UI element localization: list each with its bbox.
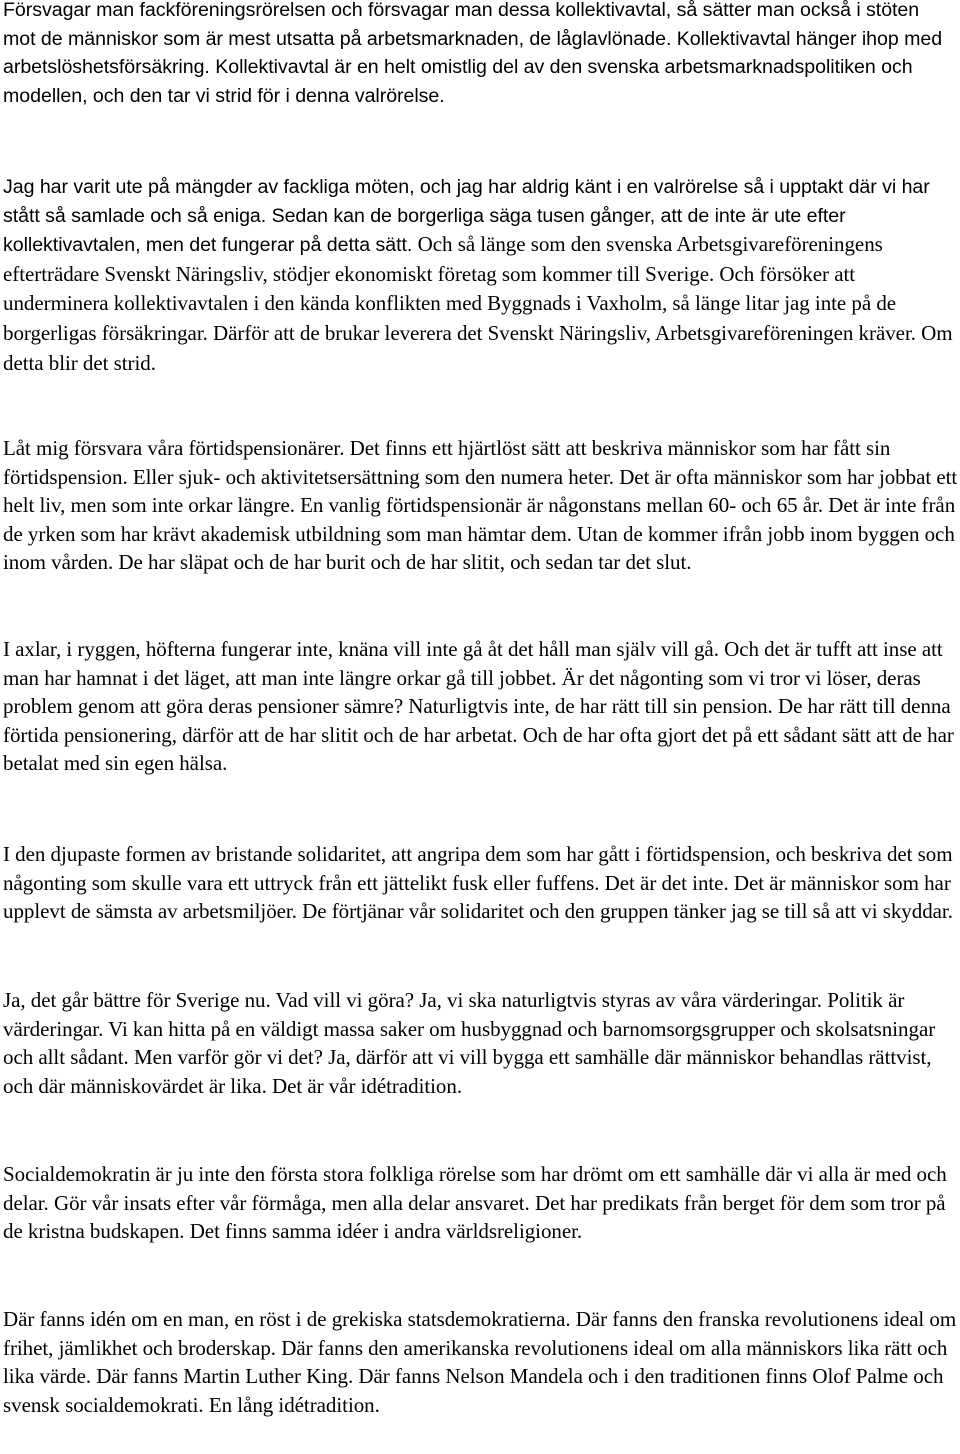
paragraph-2-sans-text: Jag har varit ute på mängder av fackliga möten, och jag har aldrig känt i en valrörelse så i upptakt där vi har stått så samlade och så eniga. Sedan kan de borgerliga säga tusen gånger, att de inte är ute efter kollektivavtalen, men det fungerar på detta sätt. xyxy=(3,176,930,257)
paragraph-4: I axlar, i ryggen, höfterna fungerar inte, knäna vill inte gå åt det håll man själv vill gå. Och det är tufft att inse att man har hamnat i det läget, att man inte längre orkar gå till jobbet. Är det någonting som vi tror vi löser, deras problem genom att göra deras pensioner sämre? Naturligtvis inte, de har rätt till sin pension. De har rätt till denna förtida pensionering, därför att de har slitit och de har arbetat. Och de har ofta gjort det på ett sådant sätt att de har betalat med sin egen hälsa. xyxy=(3,637,954,776)
paragraph-7: Socialdemokratin är ju inte den första stora folkliga rörelse som har drömt om ett samhälle där vi alla är med och delar. Gör vår insats efter vår förmåga, men alla delar ansvaret. Det har predikats från berget för dem som tror på de kristna budskapen. Det finns samma idéer i andra världsreligioner. xyxy=(3,1162,947,1244)
paragraph-2-serif-text: Och så länge som den svenska Arbetsgivareföreningens efterträdare Svenskt Näringsliv, stödjer ekonomiskt företag som kommer till Sverige. Och försöker att underminera kollektivavtalen i den kända konflikten med Byggnads i Vaxholm, så länge litar jag inte på de borgerligas försäkringar. Därför att de brukar leverera det Svenskt Näringsliv, Arbetsgivareföreningen kräver. Om detta blir det strid. xyxy=(3,232,953,375)
paragraph-5: I den djupaste formen av bristande solidaritet, att angripa dem som har gått i förtidspension, och beskriva det som någonting som skulle vara ett uttryck från ett jättelikt fusk eller fuffens. Det är det inte. Det är människor som har upplevt de sämsta av arbetsmiljöer. De förtjänar vår solidaritet och den gruppen tänker jag se till så att vi skyddar. xyxy=(3,842,953,924)
paragraph-2 xyxy=(3,173,959,378)
paragraph-6: Ja, det går bättre för Sverige nu. Vad vill vi göra? Ja, vi ska naturligtvis styras av våra värderingar. Politik är värderingar. Vi kan hitta på en väldigt massa saker om husbyggnad och barnomsorgsgrupper och skolsatsningar och allt sådant. Men varför gör vi det? Ja, därför att vi vill bygga ett samhälle där människor behandlas rättvist, och där människovärdet är lika. Det är vår idétradition. xyxy=(3,988,936,1098)
paragraph-1 xyxy=(3,0,953,110)
paragraph-1-text: Försvagar man fackföreningsrörelsen och försvagar man dessa kollektivavtal, så sätter man också i stöten mot de människor som är mest utsatta på arbetsmarknaden, de låglavlönade. Kollektivavtal hänger ihop med arbetslöshetsförsäkring. Kollektivavtal är en helt omistlig del av den svenska arbetsmarknadspolitiken och modellen, och den tar vi strid för i denna valrörelse. xyxy=(3,0,943,107)
paragraph-3: Låt mig försvara våra förtidspensionärer. Det finns ett hjärtlöst sätt att beskriva människor som har fått sin förtidspension. Eller sjuk- och aktivitetsersättning som den numera heter. Det är ofta människor som har jobbat ett helt liv, men som inte orkar längre. En vanlig förtidspensionär är någonstans mellan 60- och 65 år. Det är inte från de yrken som har krävt akademisk utbildning som man hämtar dem. Utan de kommer ifrån jobb inom byggen och inom vården. De har släpat och de har burit och de har slitit, och sedan tar det slut. xyxy=(3,436,958,575)
paragraph-8: Där fanns idén om en man, en röst i de grekiska statsdemokratierna. Där fanns den franska revolutionens ideal om frihet, jämlikhet och broderskap. Där fanns den amerikanska revolutionens ideal om alla människors lika rätt och lika värde. Där fanns Martin Luther King. Där fanns Nelson Mandela och i den traditionen finns Olof Palme och svensk socialdemokrati. En lång idétradition. xyxy=(3,1307,957,1417)
